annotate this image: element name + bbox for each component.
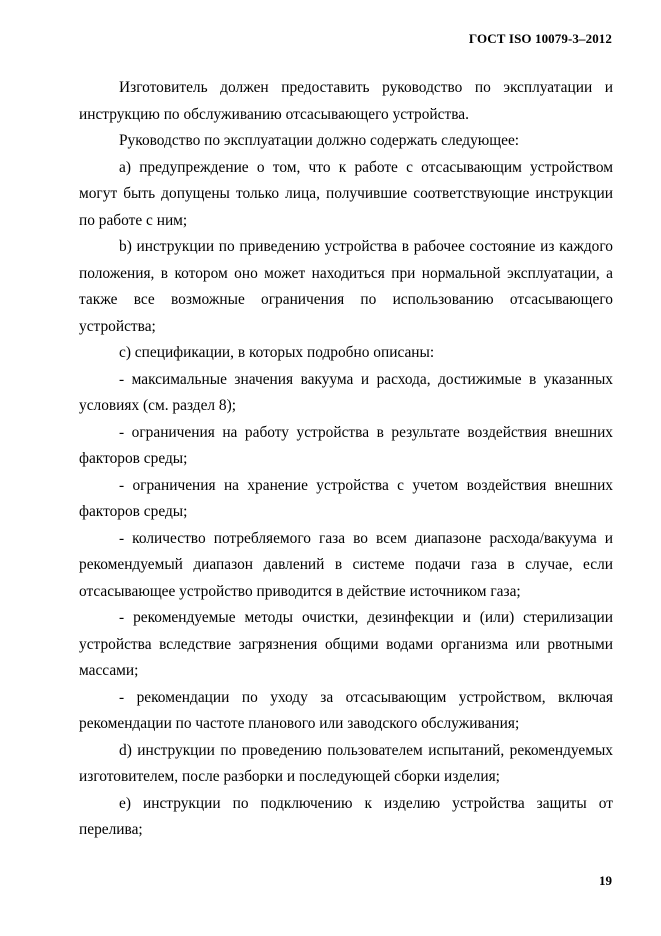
dash-item-gas-consumption: - количество потребляемого газа во всем диапазоне расхода/вакуума и рекомендуемый диапазон давлений в системе подачи газа в случае, если отсасывающее устройство приводится в действие источником газа; [79,529,613,600]
dash-item-storage-limits: - ограничения на хранение устройства с учетом воздействия внешних факторов среды; [79,476,613,520]
paragraph-intro: Изготовитель должен предоставить руководство по эксплуатации и инструкцию по обслуживанию отсасывающего устройства. [79,79,613,123]
list-item-b: b) инструкции по приведению устройства в рабочее состояние из каждого положения, в котором оно может находиться при нормальной эксплуатации, а также все возможные ограничения по использованию отсасывающего устройства; [79,238,613,335]
dash-item-cleaning-methods: - рекомендуемые методы очистки, дезинфекции и (или) стерилизации устройства вследствие загрязнения общими водами организма или рвотными массами; [79,609,613,679]
paragraph-manual-contents: Руководство по эксплуатации должно содержать следующее: [119,132,520,149]
dash-item-maintenance: - рекомендации по уходу за отсасывающим устройством, включая рекомендации по частоте планового или заводского обслуживания; [79,688,613,732]
page-number: 19 [599,873,612,888]
list-item-d: d) инструкции по проведению пользователем испытаний, рекомендуемых изготовителем, после разборки и последующей сборки изделия; [79,741,613,785]
document-body [79,75,613,844]
dash-item-operation-limits: - ограничения на работу устройства в результате воздействия внешних факторов среды; [79,423,613,467]
list-item-a: a) предупреждение о том, что к работе с отсасывающим устройством могут быть допущены только лица, получившие соответствующие инструкции по работе с ним; [79,158,613,229]
document-code-header: ГОСТ ISO 10079-3–2012 [468,31,612,46]
dash-item-vacuum-flow: - максимальные значения вакуума и расхода, достижимые в указанных условиях (см. раздел 8); [79,370,613,414]
list-item-c: c) спецификации, в которых подробно описаны: [119,344,435,361]
list-item-e: e) инструкции по подключению к изделию устройства защиты от перелива; [79,794,613,838]
